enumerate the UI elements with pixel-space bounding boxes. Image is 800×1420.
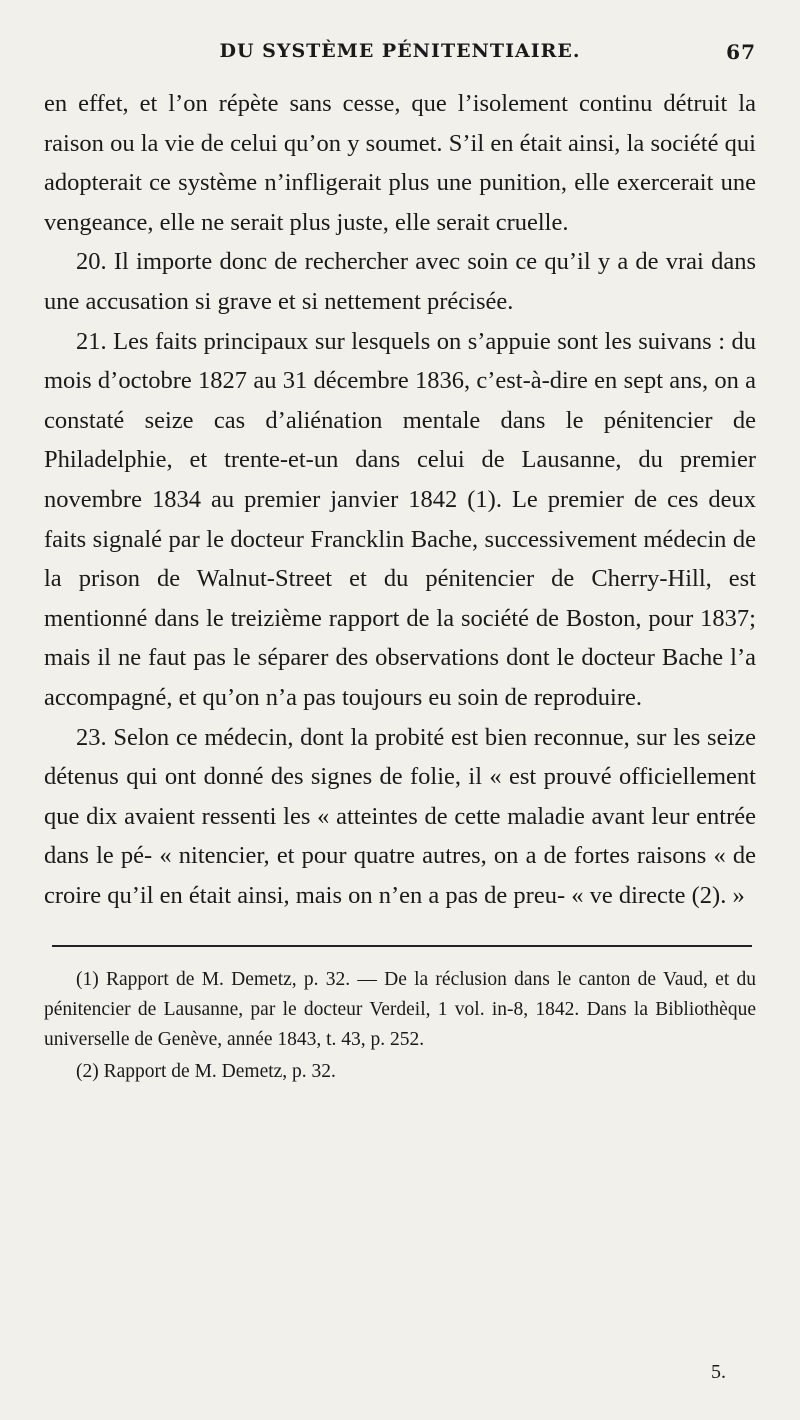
running-head <box>44 40 756 74</box>
footnotes <box>44 965 756 1087</box>
footnote-1: (1) Rapport de M. Demetz, p. 32. — De la réclusion dans le canton de Vaud, et du pénitencier de Lausanne, par le docteur Verdeil, 1 vol. in-8, 1842. Dans la Bibliothèque universelle de Genève, année 1843, t. 43, p. 252. <box>44 969 756 1051</box>
paragraph-21: 21. Les faits principaux sur lesquels on s’appuie sont les suivans : du mois d’octobre 1827 au 31 décembre 1836, c’est-à-dire en sept ans, on a constaté seize cas d’aliénation mentale dans le pénitencier de Philadelphie, et trente-et-un dans celui de Lausanne, du premier novembre 1834 au premier janvier 1842 (1). Le premier de ces deux faits signalé par le docteur Francklin Bache, successivement médecin de la prison de Walnut-Street et du pénitencier de Cherry-Hill, est mentionné dans le treizième rapport de la société de Boston, pour 1837; mais il ne faut pas le séparer des observations dont le docteur Bache l’a accompagné, et qu’on n’a pas toujours eu soin de reproduire. <box>44 327 756 711</box>
body-text <box>44 84 756 915</box>
page-number: 67 <box>726 40 756 64</box>
footnote-2: (2) Rapport de M. Demetz, p. 32. <box>76 1061 336 1083</box>
signature-mark: 5. <box>711 1361 726 1383</box>
paragraph-20: 20. Il importe donc de rechercher avec soin ce qu’il y a de vrai dans une accusation si grave et si nettement précisée. <box>44 248 756 315</box>
book-page <box>44 40 756 1390</box>
paragraph-continuation: en effet, et l’on répète sans cesse, que l’isolement continu détruit la raison ou la vie de celui qu’on y soumet. S’il en était ainsi, la société qui adopterait ce système n’infligerait plus une punition, elle exercerait une vengeance, elle ne serait plus juste, elle serait cruelle. <box>44 90 756 236</box>
running-head-title: DU SYSTÈME PÉNITENTIAIRE. <box>219 40 581 62</box>
footnote-divider <box>52 945 752 947</box>
paragraph-23: 23. Selon ce médecin, dont la probité est bien reconnue, sur les seize détenus qui ont donné des signes de folie, il « est prouvé officiellement que dix avaient ressenti les « atteintes de cette maladie avant leur entrée dans le pé- « nitencier, et pour quatre autres, on a de fortes raisons « de croire qu’il en était ainsi, mais on n’en a pas de preu- « ve directe (2). » <box>44 723 756 909</box>
